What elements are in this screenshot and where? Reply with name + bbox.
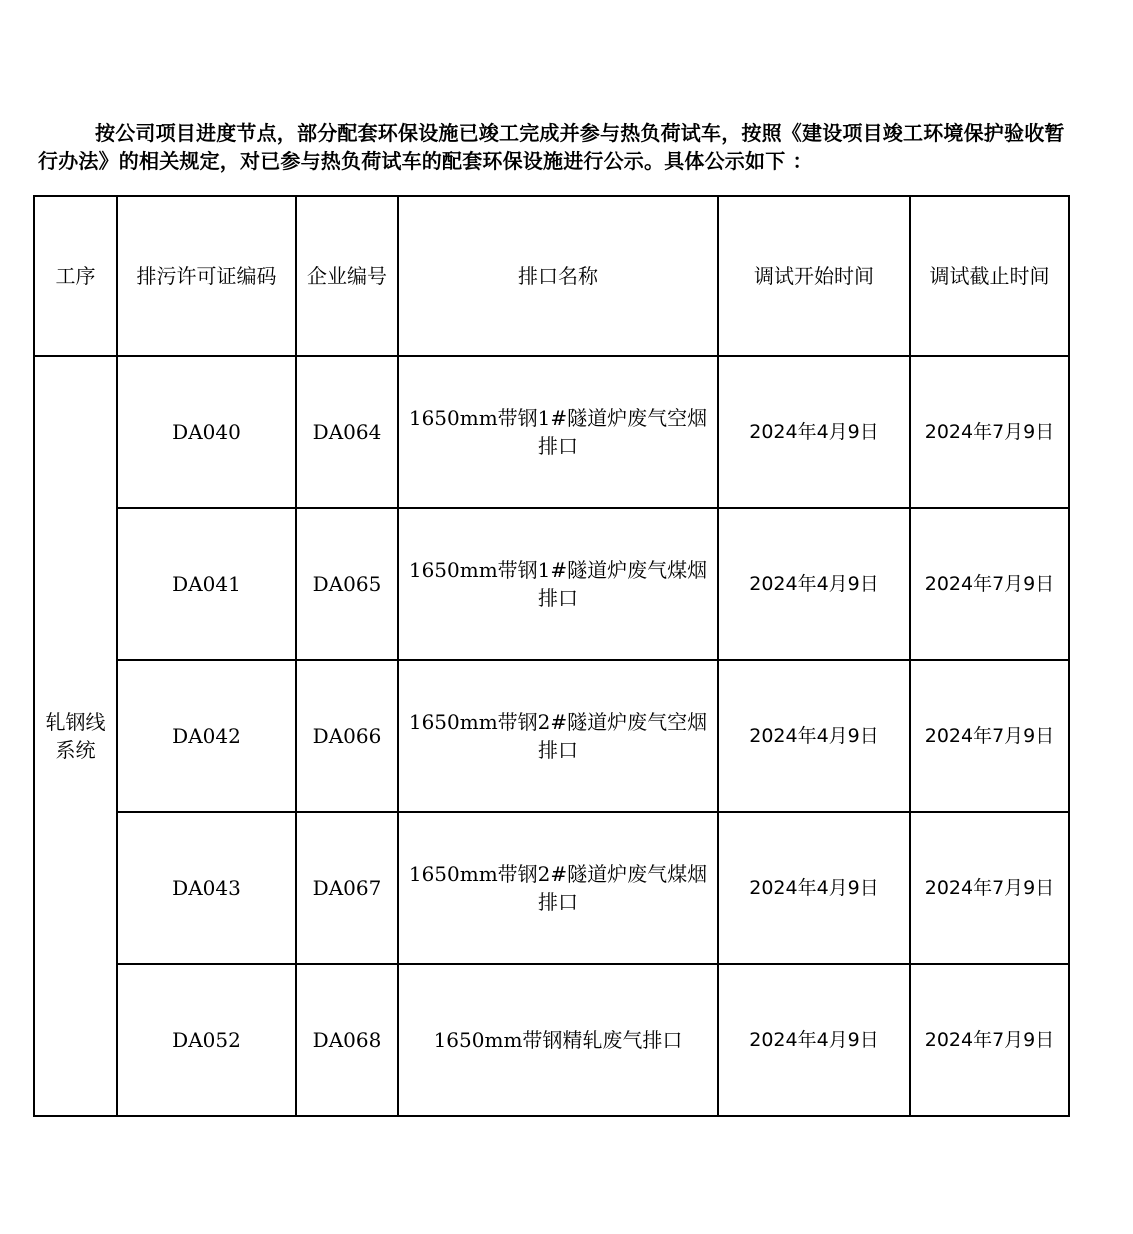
table-row [34, 508, 1069, 660]
header-process: 工序 [34, 196, 117, 356]
end-time-cell: 2024年7月9日 [910, 356, 1069, 508]
company-code-cell: DA066 [296, 660, 398, 812]
permit-code-cell: DA052 [117, 964, 296, 1116]
end-time-cell: 2024年7月9日 [910, 964, 1069, 1116]
header-company-code: 企业编号 [296, 196, 398, 356]
outlet-name-cell: 1650mm带钢2#隧道炉废气空烟排口 [398, 660, 718, 812]
outlet-commissioning-table [33, 195, 1070, 1117]
table-row [34, 812, 1069, 964]
start-time-cell: 2024年4月9日 [718, 508, 910, 660]
company-code-cell: DA065 [296, 508, 398, 660]
outlet-name-cell: 1650mm带钢精轧废气排口 [398, 964, 718, 1116]
table-header-row [34, 196, 1069, 356]
header-start-time: 调试开始时间 [718, 196, 910, 356]
table-row [34, 356, 1069, 508]
start-time-cell: 2024年4月9日 [718, 964, 910, 1116]
outlet-name-cell: 1650mm带钢1#隧道炉废气煤烟排口 [398, 508, 718, 660]
end-time-cell: 2024年7月9日 [910, 508, 1069, 660]
table-row [34, 660, 1069, 812]
process-group-cell: 轧钢线系统 [34, 356, 117, 1116]
header-permit-code: 排污许可证编码 [117, 196, 296, 356]
start-time-cell: 2024年4月9日 [718, 660, 910, 812]
outlet-name-cell: 1650mm带钢1#隧道炉废气空烟排口 [398, 356, 718, 508]
permit-code-cell: DA042 [117, 660, 296, 812]
company-code-cell: DA067 [296, 812, 398, 964]
permit-code-cell: DA040 [117, 356, 296, 508]
permit-code-cell: DA041 [117, 508, 296, 660]
end-time-cell: 2024年7月9日 [910, 660, 1069, 812]
company-code-cell: DA064 [296, 356, 398, 508]
header-outlet-name: 排口名称 [398, 196, 718, 356]
permit-code-cell: DA043 [117, 812, 296, 964]
end-time-cell: 2024年7月9日 [910, 812, 1069, 964]
outlet-name-cell: 1650mm带钢2#隧道炉废气煤烟排口 [398, 812, 718, 964]
start-time-cell: 2024年4月9日 [718, 812, 910, 964]
header-end-time: 调试截止时间 [910, 196, 1069, 356]
start-time-cell: 2024年4月9日 [718, 356, 910, 508]
company-code-cell: DA068 [296, 964, 398, 1116]
table-row [34, 964, 1069, 1116]
intro-paragraph: 按公司项目进度节点，部分配套环保设施已竣工完成并参与热负荷试车，按照《建设项目竣工环境保护验收暂行办法》的相关规定，对已参与热负荷试车的配套环保设施进行公示。具体公示如下 ： [38, 121, 1065, 173]
